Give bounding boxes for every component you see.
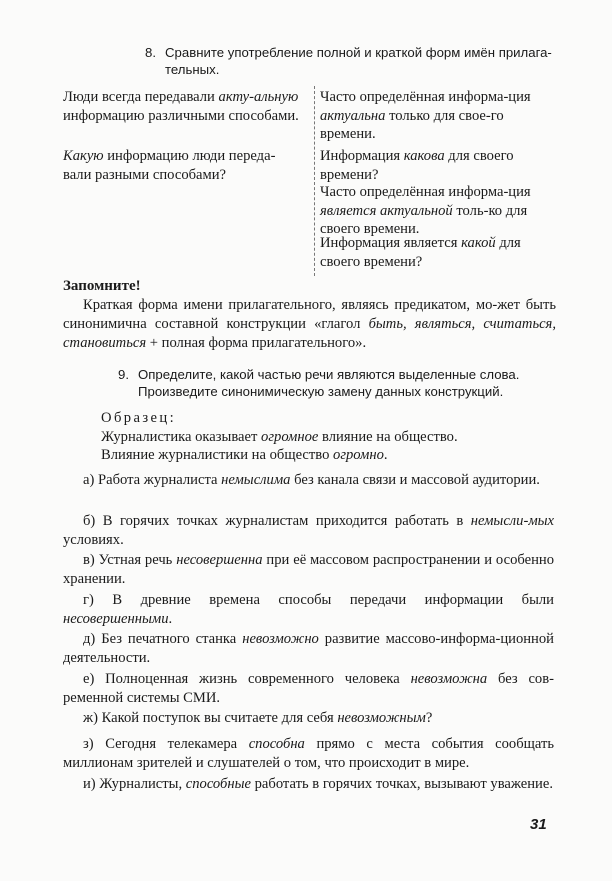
task-number: 9. — [118, 367, 129, 382]
highlighted-word: является актуальной — [320, 202, 453, 219]
highlighted-word: Какую — [63, 148, 104, 164]
text-run: Информация является — [320, 235, 462, 251]
highlighted-word: невозможным — [337, 710, 426, 726]
exercise-item-b — [63, 512, 554, 550]
text-run: без сов-ременной системы СМИ. — [63, 671, 554, 706]
highlighted-word: способна — [248, 736, 305, 752]
text-run: Влияние журналистики на общество — [101, 447, 334, 463]
text-run: в) Устная речь — [83, 552, 177, 568]
text-run: Часто определённая информа-ция — [320, 89, 531, 105]
table-right-4 — [320, 234, 552, 271]
text-run: з) Сегодня телекамера — [83, 736, 249, 752]
highlighted-word: немысли-мых — [470, 513, 554, 529]
task-text: Определите, какой частью речи являются выделенные слова. Произведите синонимическую замену данных конструкций. — [138, 367, 520, 399]
text-run: д) Без печатного станка — [83, 631, 243, 647]
highlighted-word: несовершенными — [63, 611, 169, 627]
text-run: Часто определённая информа-ция — [320, 184, 531, 200]
table-right-3 — [320, 183, 552, 239]
text-run: . — [383, 447, 388, 463]
text-run: только для свое-го времени. — [320, 107, 504, 142]
highlighted-word: несовершенна — [176, 552, 263, 568]
highlighted-word: немыслима — [221, 472, 291, 488]
text-run: прямо с места события сообщать миллионам зрителей и слушателей о том, что происходит в мире. — [63, 736, 554, 771]
text-run: Краткая форма имени прилагательного, являясь предикатом, мо-жет быть синонимична составной конструкции «глагол — [63, 297, 556, 332]
text-run: ? — [425, 710, 433, 726]
model-sentence-2 — [101, 446, 388, 464]
exercise-item-v — [63, 551, 554, 589]
table-left-2 — [63, 147, 301, 184]
text-run: Журналистика оказывает — [101, 429, 262, 445]
exercise-item-a — [63, 471, 554, 490]
text-run: работать в горячих точках, вызывают уважение. — [250, 776, 553, 792]
table-left-1 — [63, 88, 301, 125]
highlighted-word: огромно — [333, 447, 384, 463]
exercise-item-e — [63, 670, 554, 708]
table-right-1 — [320, 88, 552, 144]
text-run: б) В горячих точках журналистам приходится работать в — [83, 513, 471, 529]
text-run: информацию люди переда-вали разными способами? — [63, 148, 276, 183]
table-right-2 — [320, 147, 552, 184]
exercise-item-d — [63, 630, 554, 668]
page-number: 31 — [530, 816, 547, 833]
text-run: толь-ко для своего времени. — [320, 202, 528, 237]
text-run: е) Полноценная жизнь современного человека — [83, 671, 411, 687]
highlighted-word: быть, являться, считаться, становиться — [63, 316, 556, 351]
text-run: г) В древние времена способы передачи информации были — [83, 592, 554, 608]
highlighted-word: какова — [403, 148, 445, 164]
text-run: влияние на общество. — [318, 429, 458, 445]
highlighted-word: способные — [185, 776, 251, 792]
table-cell-text — [320, 183, 552, 239]
highlighted-word: невозможна — [410, 671, 488, 687]
text-run: Люди всегда передавали — [63, 89, 219, 105]
text-run: Информация — [320, 148, 404, 164]
table-cell-text — [320, 147, 552, 184]
table-cell-text — [63, 88, 301, 125]
exercise-item-i — [63, 775, 554, 794]
task-number: 8. — [145, 45, 156, 60]
highlighted-word: огромное — [261, 429, 319, 445]
highlighted-word: какой — [461, 235, 496, 251]
exercise-item-g — [63, 591, 554, 629]
text-run: развитие массово-информа-ционной деятельности. — [63, 631, 554, 666]
text-run: ж) Какой поступок вы считаете для себя — [83, 710, 338, 726]
task-text: Сравните употребление полной и краткой форм имён прилага-тельных. — [165, 45, 552, 77]
text-run: для своего времени? — [320, 148, 514, 183]
rule-body — [63, 296, 556, 353]
model-heading: Образец: — [101, 410, 177, 426]
exercise-item-z — [63, 735, 554, 773]
text-run: для своего времени? — [320, 235, 521, 270]
rule-heading: Запомните! — [63, 278, 141, 294]
text-run: без канала связи и массовой аудитории. — [290, 472, 540, 488]
text-run: . — [168, 611, 173, 627]
table-cell-text — [63, 147, 301, 184]
highlighted-word: невозможно — [242, 631, 319, 647]
table-divider — [314, 86, 315, 276]
text-run: и) Журналисты, — [83, 776, 186, 792]
table-cell-text — [320, 88, 552, 144]
text-run: информацию различными способами. — [63, 107, 299, 124]
table-cell-text — [320, 234, 552, 271]
text-run: при её массовом распространении и особенно хранении. — [63, 552, 554, 587]
text-run: условиях. — [63, 532, 124, 548]
text-run: + полная форма прилагательного». — [146, 335, 367, 351]
highlighted-word: акту-альную — [218, 89, 299, 105]
exercise-item-zh — [63, 709, 554, 728]
highlighted-word: актуальна — [320, 107, 386, 124]
text-run: а) Работа журналиста — [83, 472, 222, 488]
model-sentence-1 — [101, 428, 458, 446]
